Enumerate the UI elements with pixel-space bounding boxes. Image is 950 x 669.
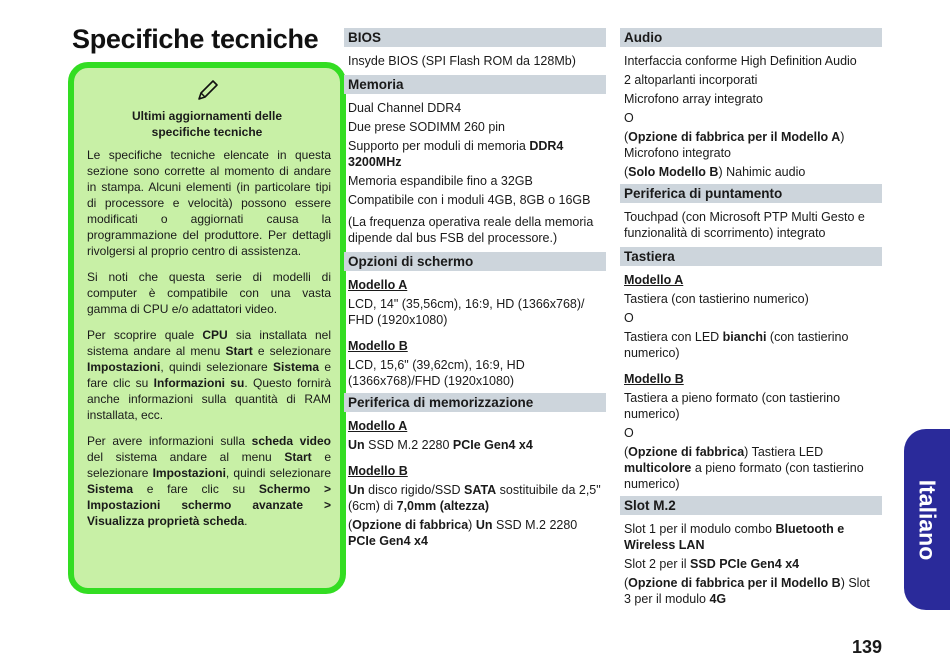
section-header-memorizzazione: Periferica di memorizzazione — [344, 393, 606, 412]
spec-line: (Opzione di fabbrica per il Modello A) Microfono integrato — [624, 130, 845, 160]
spec-line: O — [624, 311, 634, 325]
spec-line: Interfaccia conforme High Definition Audio — [624, 54, 857, 68]
spec-line: Slot 2 per il SSD PCIe Gen4 x4 — [624, 557, 800, 571]
model-b-label: Modello B — [348, 339, 408, 353]
spec-line: Due prese SODIMM 260 pin — [348, 120, 506, 134]
spec-line: Supporto per moduli di memoria DDR4 3200MHz — [348, 139, 564, 169]
note-paragraph: Le specifiche tecniche elencate in questa sezione sono corrette al momento di andare in stampa. Alcuni elementi (in particolare tipi di processore e velocità) possono essere modificati o aggiornati causa la programmazione del produttore. Per dettagli rivolgersi al proprio centro di assistenza. — [87, 148, 331, 258]
section-header-schermo: Opzioni di schermo — [344, 252, 606, 271]
section-header-slot: Slot M.2 — [620, 496, 882, 515]
spec-line: O — [624, 426, 634, 440]
spec-line: Dual Channel DDR4 — [348, 101, 462, 115]
section-header-bios: BIOS — [344, 28, 606, 47]
language-tab — [904, 429, 950, 610]
note-heading: Ultimi aggiornamenti delle specifiche tecniche — [131, 109, 283, 139]
note-body — [87, 147, 331, 539]
spec-line: LCD, 14" (35,56cm), 16:9, HD (1366x768)/ FHD (1920x1080) — [348, 297, 585, 327]
spec-line: Memoria espandibile fino a 32GB — [348, 174, 533, 188]
note-paragraph: Si noti che questa serie di modelli di computer è compatibile con una vasta gamma di CPU e/o adattatori video. — [87, 270, 331, 316]
spec-line: Tastiera con LED bianchi (con tastierino numerico) — [624, 330, 849, 360]
section-header-puntamento: Periferica di puntamento — [620, 184, 882, 203]
spec-line: Insyde BIOS (SPI Flash ROM da 128Mb) — [348, 54, 576, 68]
spec-line: Un disco rigido/SSD SATA sostituibile da 2,5" (6cm) di 7,0mm (altezza) — [348, 483, 601, 513]
section-header-memoria: Memoria — [344, 75, 606, 94]
spec-line: (Solo Modello B) Nahimic audio — [624, 165, 806, 179]
spec-line: Un SSD M.2 2280 PCIe Gen4 x4 — [348, 438, 533, 452]
note-paragraph: Per scoprire quale CPU sia installata nel sistema andare al menu Start e selezionare Impostazioni, quindi selezionare Sistema e fare clic su Informazioni su. Questo fornirà anche informazioni sulla quantità di RAM installata, ecc. — [87, 328, 332, 422]
spec-line: (Opzione di fabbrica) Un SSD M.2 2280 PCIe Gen4 x4 — [348, 518, 578, 548]
spec-line: (Opzione di fabbrica) Tastiera LED multicolore a pieno formato (con tastierino numerico) — [624, 445, 864, 491]
language-tab-label: Italiano — [914, 479, 941, 560]
spec-line: Tastiera (con tastierino numerico) — [624, 292, 809, 306]
spec-line: Tastiera a pieno formato (con tastierino numerico) — [624, 391, 841, 421]
model-a-label: Modello A — [348, 278, 408, 292]
spec-column-right — [620, 28, 882, 610]
model-a-label: Modello A — [624, 273, 684, 287]
page-title: Specifiche tecniche — [72, 24, 319, 54]
model-a-label: Modello A — [348, 419, 408, 433]
model-b-label: Modello B — [348, 464, 408, 478]
spec-line: (Opzione di fabbrica per il Modello B) Slot 3 per il modulo 4G — [624, 576, 870, 606]
model-b-label: Modello B — [624, 372, 684, 386]
pencil-icon — [194, 78, 220, 104]
section-header-audio: Audio — [620, 28, 882, 47]
spec-line: 2 altoparlanti incorporati — [624, 73, 758, 87]
spec-line: Touchpad (con Microsoft PTP Multi Gesto e funzionalità di scorrimento) integrato — [624, 210, 865, 240]
note-paragraph: Per avere informazioni sulla scheda video del sistema andare al menu Start e selezionare Impostazioni, quindi selezionare Sistema e fare clic su Schermo > Impostazioni schermo avanzate > Visualizza proprietà scheda. — [87, 434, 331, 528]
spec-line: Compatibile con i moduli 4GB, 8GB o 16GB — [348, 193, 591, 207]
section-header-tastiera: Tastiera — [620, 247, 882, 266]
spec-line: Slot 1 per il modulo combo Bluetooth e Wireless LAN — [624, 522, 845, 552]
spec-line: O — [624, 111, 634, 125]
spec-line: Microfono array integrato — [624, 92, 763, 106]
note-box — [68, 62, 346, 594]
spec-column-left — [344, 28, 606, 552]
spec-line: (La frequenza operativa reale della memoria dipende dal bus FSB del processore.) — [348, 215, 594, 245]
page-number: 139 — [851, 637, 882, 657]
spec-line: LCD, 15,6" (39,62cm), 16:9, HD (1366x768)/FHD (1920x1080) — [348, 358, 525, 388]
